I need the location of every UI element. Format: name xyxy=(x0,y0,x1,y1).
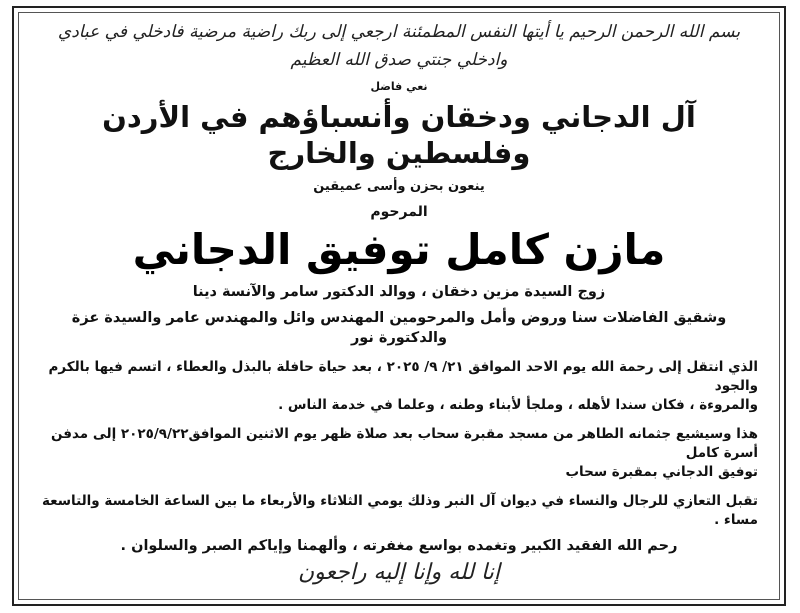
deceased-name: مازن كامل توفيق الدجاني xyxy=(132,225,666,274)
announcer-label: نعي فاضل xyxy=(370,80,428,93)
funeral-paragraph-line-2: توفيق الدجاني بمقبرة سحاب xyxy=(565,464,758,480)
quran-verse-header: بسم الله الرحمن الرحيم يا أيتها النفس المطمئنة ارجعي إلى ربك راضية مرضية فادخلي في عبادي وادخلي جنتي صدق الله العظيم xyxy=(57,22,741,70)
prayer-line: رحم الله الفقيد الكبير وتغمده بواسع مغفرته ، وألهمنا وإياكم الصبر والسلوان . xyxy=(120,538,678,554)
closing-verse: إنا لله وإنا إليه راجعون xyxy=(298,560,500,585)
spouse-line: زوج السيدة مزين دخقان ، ووالد الدكتور سامر والآنسة دينا xyxy=(192,284,606,300)
late-label: المرحوم xyxy=(370,204,428,220)
notice-frame xyxy=(12,6,786,606)
funeral-paragraph-line-1: هذا وسيشيع جثمانه الطاهر من مسجد مقبرة سحاب بعد صلاة ظهر يوم الاثنين الموافق٢٠٢٥/٩/٢٢ إلى مدفن أسرة كامل xyxy=(51,426,758,461)
death-paragraph-line-1: الذي انتقل إلى رحمة الله يوم الاحد الموافق ٢١/ ٩/ ٢٠٢٥ ، بعد حياة حافلة بالبذل والعطاء ، اتسم فيها بالكرم والجود xyxy=(48,359,758,394)
family-heading: آل الدجاني ودخقان وأنسباؤهم في الأردن وفلسطين والخارج xyxy=(102,100,696,170)
condolence-line: تقبل التعازي للرجال والنساء في ديوان آل النبر وذلك يومي الثلاثاء والأربعاء ما بين الساعة الخامسة والتاسعة مساء . xyxy=(41,493,758,528)
notice-content xyxy=(14,8,784,604)
mourning-line: ينعون بحزن وأسى عميقين xyxy=(313,179,485,194)
death-paragraph-line-2: والمروءة ، فكان سندا لأهله ، وملجأ لأبناء وطنه ، وعلما في خدمة الناس . xyxy=(278,397,758,413)
siblings-line: وشقيق الفاضلات سنا وروض وأمل والمرحومين المهندس وائل والمهندس عامر والسيدة عزة والدكتورة نور xyxy=(71,310,727,346)
